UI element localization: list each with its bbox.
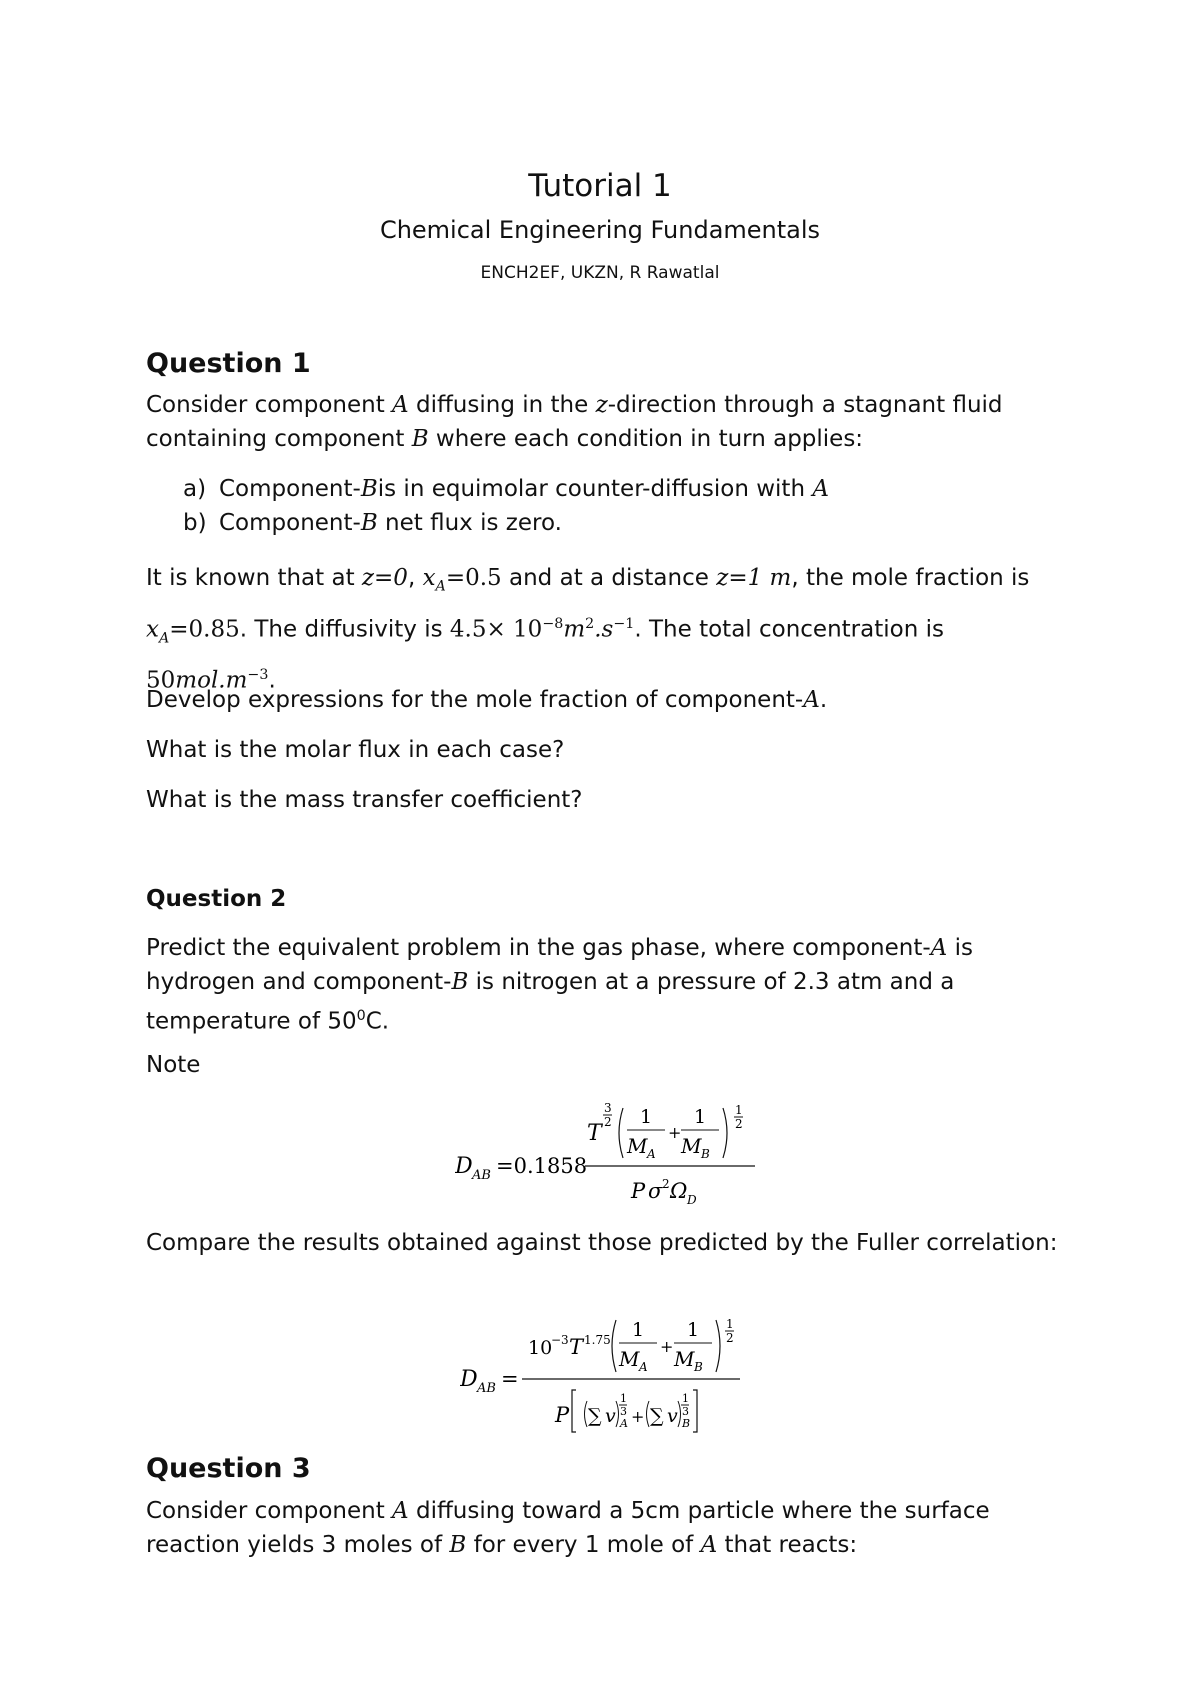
- svg-text:1.75: 1.75: [584, 1333, 611, 1347]
- svg-text:3: 3: [604, 1101, 612, 1115]
- svg-text:D: D: [687, 1193, 697, 1207]
- svg-text:B: B: [694, 1360, 703, 1374]
- question-1-heading: Question 1: [146, 348, 311, 379]
- svg-text:2: 2: [726, 1331, 734, 1345]
- svg-text:−3: −3: [551, 1333, 569, 1347]
- svg-text:+: +: [631, 1407, 645, 1426]
- svg-text:B: B: [682, 1417, 691, 1430]
- svg-text:M: M: [674, 1347, 695, 1371]
- svg-text:σ: σ: [648, 1179, 663, 1203]
- svg-text:2: 2: [735, 1117, 743, 1131]
- svg-text:v: v: [667, 1405, 678, 1427]
- question-2-text: Predict the equivalent problem in the gas phase, where component-A is hydrogen and component-B is nitrogen at a pressure of 2.3 atm and a temperature of $50^0C$.: [146, 935, 973, 1035]
- svg-text:B: B: [701, 1147, 710, 1161]
- svg-text:A: A: [639, 1360, 648, 1374]
- document-subtitle: Chemical Engineering Fundamentals: [379, 216, 821, 244]
- svg-text:1: 1: [682, 1392, 689, 1405]
- svg-text:M: M: [627, 1134, 648, 1158]
- question-1-flux: What is the molar flux in each case?: [146, 737, 565, 763]
- svg-text:+: +: [660, 1337, 674, 1356]
- svg-text:=0.1858: =0.1858: [496, 1154, 588, 1178]
- question-1-coefficient: What is the mass transfer coefficient?: [146, 787, 583, 813]
- svg-text:A: A: [647, 1147, 656, 1161]
- svg-text:D: D: [460, 1367, 478, 1392]
- svg-text:1: 1: [735, 1103, 743, 1117]
- question-3-text: Consider component A diffusing toward a 5cm particle where the surface reaction yields 3 moles of B for every 1 mole of A that reacts:: [146, 1498, 990, 1558]
- svg-text:AB: AB: [477, 1381, 496, 1396]
- svg-text:T: T: [587, 1121, 602, 1146]
- svg-text:1: 1: [687, 1319, 700, 1341]
- fuller-correlation-formula: [460, 1314, 750, 1443]
- svg-text:1: 1: [694, 1106, 707, 1128]
- svg-text:10: 10: [528, 1337, 553, 1359]
- question-2-compare: Compare the results obtained against those predicted by the Fuller correlation:: [146, 1230, 1058, 1256]
- list-item-b: b) Component-B net flux is zero.: [183, 510, 562, 536]
- question-1-known: It is known that at z=0, $x_A=0.5$ and at a distance z=1 m, the mole fraction is $x_A=0.85$. The diffusivity is $4.5\times 10^{-8}m^2.s^{-1}$. The total concentration is $50mol.m^{-3}$.: [146, 565, 1030, 694]
- svg-text:1: 1: [726, 1317, 734, 1331]
- svg-text:1: 1: [620, 1392, 627, 1405]
- document-title: Tutorial 1: [528, 168, 672, 204]
- svg-text:1: 1: [640, 1106, 653, 1128]
- svg-text:=: =: [501, 1367, 519, 1391]
- question-3-heading: Question 3: [146, 1453, 311, 1484]
- svg-text:2: 2: [604, 1115, 612, 1129]
- svg-text:D: D: [455, 1154, 473, 1179]
- svg-text:+: +: [668, 1123, 682, 1142]
- question-2-heading: Question 2: [146, 886, 287, 912]
- svg-text:M: M: [681, 1134, 702, 1158]
- diffusivity-formula-1: [455, 1098, 765, 1212]
- svg-text:P: P: [555, 1403, 570, 1427]
- svg-text:A: A: [620, 1417, 628, 1430]
- svg-text:∑: ∑: [588, 1405, 602, 1427]
- question-1-intro: Consider component A diffusing in the z-direction through a stagnant fluid containing component B where each condition in turn applies:: [146, 392, 1003, 452]
- svg-text:3: 3: [620, 1405, 627, 1418]
- note-label: Note: [146, 1052, 201, 1078]
- document-author: ENCH2EF, UKZN, R Rawatlal: [480, 263, 720, 283]
- svg-text:1: 1: [632, 1319, 645, 1341]
- svg-text:∑: ∑: [650, 1405, 664, 1427]
- svg-text:P: P: [631, 1179, 646, 1203]
- svg-text:2: 2: [662, 1177, 670, 1191]
- svg-text:Ω: Ω: [670, 1179, 688, 1203]
- svg-text:M: M: [619, 1347, 640, 1371]
- svg-text:v: v: [605, 1405, 616, 1427]
- svg-text:T: T: [569, 1335, 584, 1359]
- svg-text:3: 3: [682, 1405, 689, 1418]
- svg-text:AB: AB: [472, 1168, 491, 1183]
- question-1-develop: Develop expressions for the mole fraction of component-A.: [146, 687, 828, 713]
- list-item-a: a) Component-Bis in equimolar counter-diffusion with A: [183, 476, 829, 502]
